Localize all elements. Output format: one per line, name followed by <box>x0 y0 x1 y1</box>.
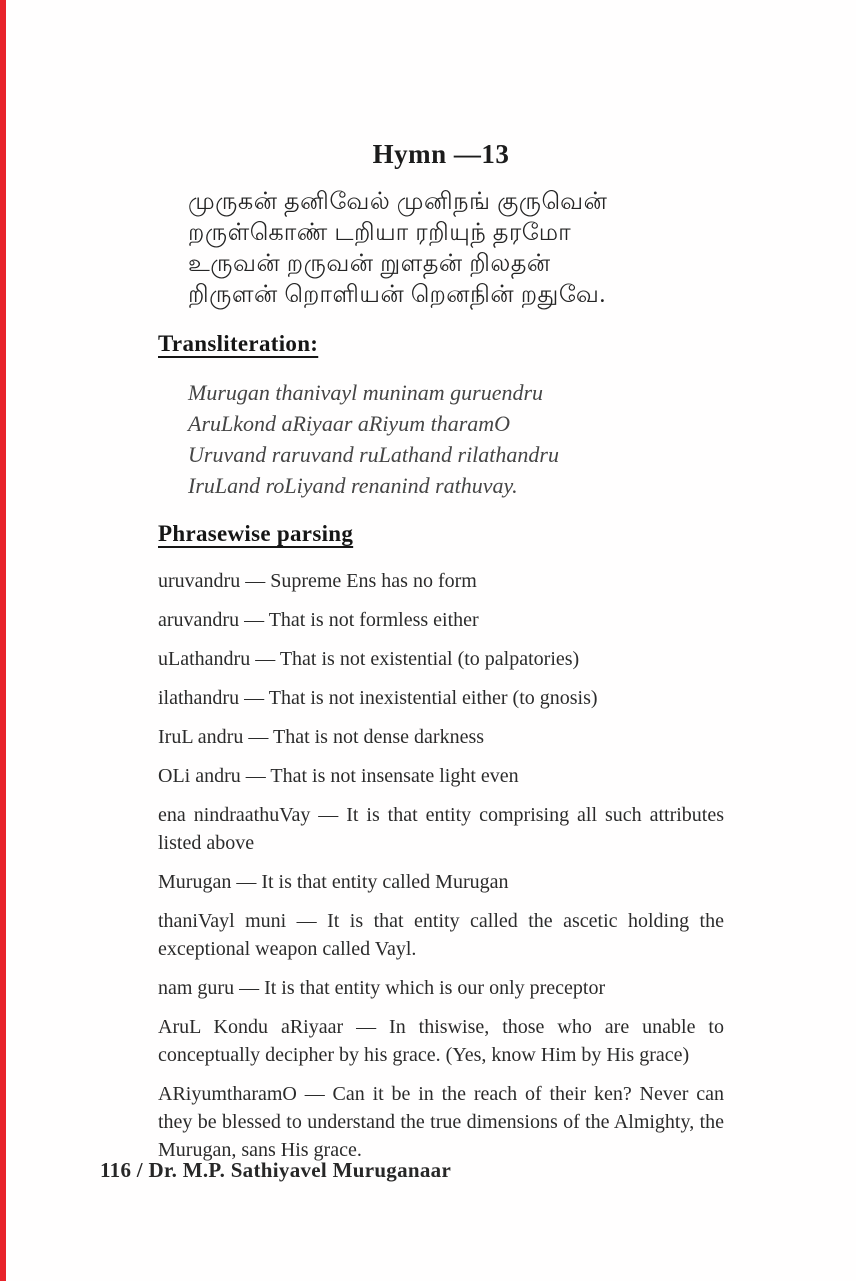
transliteration-line-2: AruLkond aRiyaar aRiyum tharamO <box>188 411 511 436</box>
transliteration-heading: Transliteration: <box>158 331 319 356</box>
page-content <box>158 0 724 1175</box>
parsing-entry-murugan: Murugan — It is that entity called Murugan <box>158 871 509 893</box>
page-left-edge-stripe <box>0 0 6 1281</box>
tamil-stanza <box>188 187 724 311</box>
hymn-title: Hymn —13 <box>372 139 510 169</box>
transliteration-line-4: IruLand roLiyand renanind rathuvay. <box>188 473 518 498</box>
parsing-entry-uruvandru: uruvandru — Supreme Ens has no form <box>158 570 477 592</box>
tamil-stanza-line-4: றிருளன் றொளியன் றெனநின் றதுவே. <box>188 282 606 308</box>
parsing-entry-aruvandru: aruvandru — That is not formless either <box>158 609 479 631</box>
parsing-entry-ulathandru: uLathandru — That is not existential (to palpatories) <box>158 648 580 670</box>
parsing-entry-nam-guru: nam guru — It is that entity which is our only preceptor <box>158 977 606 999</box>
parsing-entry-thanivayl-muni: thaniVayl muni — It is that entity called the ascetic holding the exceptional weapon called Vayl. <box>158 910 724 960</box>
page-footer: 116 / Dr. M.P. Sathiyavel Muruganaar <box>100 1158 452 1182</box>
tamil-stanza-line-3: உருவன் றருவன் றுளதன் றிலதன் <box>188 251 551 277</box>
parsing-entry-irul-andru: IruL andru — That is not dense darkness <box>158 726 485 748</box>
transliteration-stanza <box>188 377 724 501</box>
parsing-entry-ilathandru: ilathandru — That is not inexistential either (to gnosis) <box>158 687 598 709</box>
transliteration-line-1: Murugan thanivayl muninam guruendru <box>188 380 544 405</box>
phrasewise-parsing-heading: Phrasewise parsing <box>158 521 354 546</box>
parsing-entry-ariyumtharamo: ARiyumtharamO — Can it be in the reach of their ken? Never can they be blessed to understand the true dimensions of the Almighty, the Murugan, sans His grace. <box>158 1083 724 1161</box>
tamil-stanza-line-1: முருகன் தனிவேல் முனிநங் குருவென் <box>188 189 608 215</box>
parsing-entry-ena-nindraathuvay: ena nindraathuVay — It is that entity comprising all such attributes listed above <box>158 804 724 854</box>
tamil-stanza-line-2: றருள்கொண் டறியா ரறியுந் தரமோ <box>188 220 572 246</box>
transliteration-line-3: Uruvand raruvand ruLathand rilathandru <box>188 442 559 467</box>
parsing-entry-oli-andru: OLi andru — That is not insensate light even <box>158 765 519 787</box>
parsing-entry-arul-kondu-ariyaar: AruL Kondu aRiyaar — In thiswise, those who are unable to conceptually decipher by his grace. (Yes, know Him by His grace) <box>158 1016 724 1066</box>
